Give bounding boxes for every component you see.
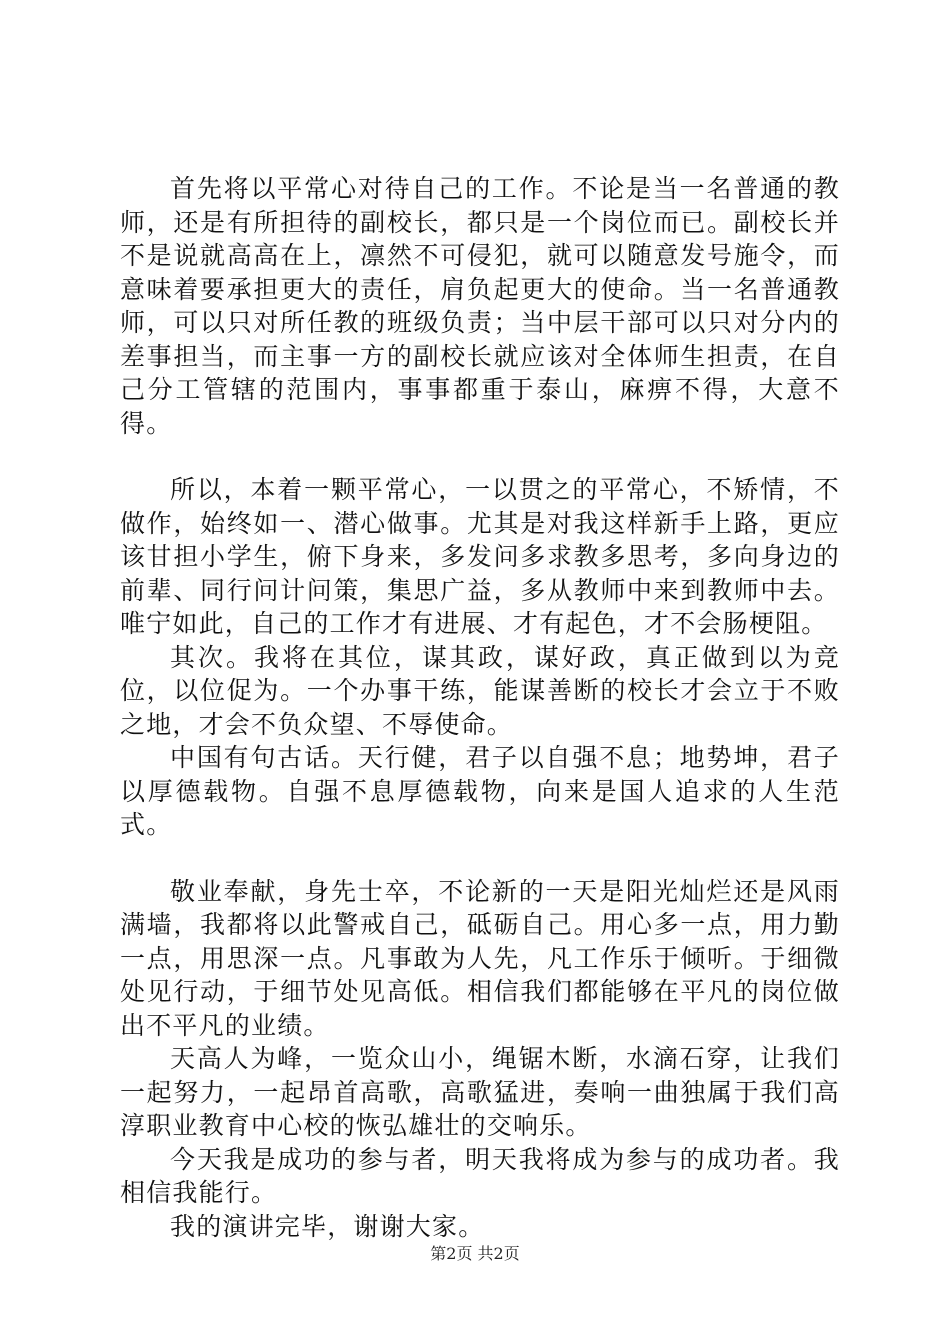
- speech-body: [120, 172, 840, 1243]
- paragraph-4: 中国有句古话。天行健，君子以自强不息；地势坤，君子以厚德载物。自强不息厚德载物，向来是国人追求的人生范式。: [120, 743, 840, 839]
- paragraph-3: 其次。我将在其位，谋其政，谋好政，真正做到以为竞位，以位促为。一个办事干练，能谋善断的校长才会立于不败之地，才会不负众望、不辱使命。: [120, 642, 840, 739]
- paragraph-6: 天高人为峰，一览众山小，绳锯木断，水滴石穿，让我们一起努力，一起昂首高歌，高歌猛进，奏响一曲独属于我们高淳职业教育中心校的恢弘雄壮的交响乐。: [120, 1044, 840, 1140]
- page-number-footer: 第2页 共2页: [430, 1244, 520, 1263]
- paragraph-5: 敬业奉献，身先士卒，不论新的一天是阳光灿烂还是风雨满墙，我都将以此警戒自己，砥砺自己。用心多一点，用力勤一点，用思深一点。凡事敢为人先，凡工作乐于倾听。于细微处见行动，于细节处见高低。相信我们都能够在平凡的岗位做出不平凡的业绩。: [120, 876, 840, 1040]
- paragraph-7: 今天我是成功的参与者，明天我将成为参与的成功者。我相信我能行。: [120, 1144, 840, 1207]
- paragraph-8: 我的演讲完毕，谢谢大家。: [170, 1211, 485, 1241]
- paragraph-1: 首先将以平常心对待自己的工作。不论是当一名普通的教师，还是有所担待的副校长，都只是一个岗位而已。副校长并不是说就高高在上，凛然不可侵犯，就可以随意发号施令，而意味着要承担更大的责任，肩负起更大的使命。当一名普通教师，可以只对所任教的班级负责；当中层干部可以只对分内的差事担当，而主事一方的副校长就应该对全体师生担责，在自己分工管辖的范围内，事事都重于泰山，麻痹不得，大意不得。: [120, 174, 840, 438]
- paragraph-2: 所以，本着一颗平常心，一以贯之的平常心，不矫情，不做作，始终如一、潜心做事。尤其是对我这样新手上路，更应该甘担小学生，俯下身来，多发问多求教多思考，多向身边的前辈、同行问计问策，集思广益，多从教师中来到教师中去。唯宁如此，自己的工作才有进展、才有起色，才不会肠梗阻。: [120, 475, 840, 638]
